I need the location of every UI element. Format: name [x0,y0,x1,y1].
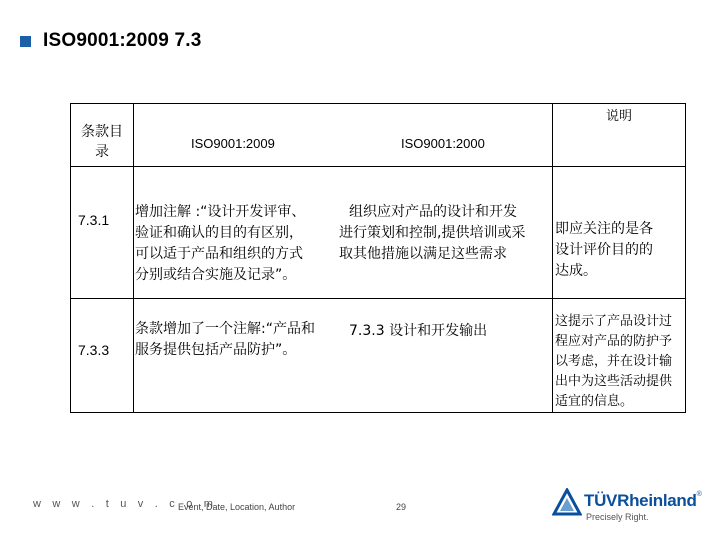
header-iso2000: ISO9001:2000 [401,136,485,151]
footer-page-number: 29 [396,502,407,512]
header-note: 说明 [606,109,633,124]
footer-website: w w w . t u v . c o m [33,498,218,510]
row-7-3-3-iso2009: 条款增加了一个注解:“产品和 服务提供包括产品防护”。 [135,321,315,358]
header-clause-catalog: 条款目 录 [81,124,123,160]
brand-name: TÜVRheinland® [584,491,702,510]
title-bullet-square-icon [20,36,31,47]
tuv-rheinland-logo [552,488,702,528]
row-7-3-1-clause: 7.3.1 [78,212,110,228]
row-7-3-1-iso2009: 增加注解 :“设计开发评审、 验证和确认的目的有区别， 可以适于产品和组织的方式 分别或结合实施及记录”。 [135,204,306,283]
row-7-3-3-note: 这提示了产品设计过 程应对产品的防护予 以考虑，并在设计输 出中为这些活动提供 适宜的信息。 [555,314,673,409]
footer-event-info: Event, Date, Location, Author [178,502,296,512]
row-7-3-1-note: 即应关注的是各 设计评价目的的 达成。 [555,221,653,279]
row-7-3-1-iso2000: 组织应对产品的设计和开发 进行策划和控制,提供培训或采 取其他措施以满足这些需求 [339,204,526,262]
comparison-table [70,103,686,413]
row-divider [71,298,685,299]
header-iso2009: ISO9001:2009 [191,136,275,151]
column-divider [133,104,134,412]
row-7-3-3-iso2000: 7.3.3 设计和开发输出 [349,323,488,339]
row-7-3-3-clause: 7.3.3 [78,342,110,358]
tuv-triangle-icon [552,488,582,518]
slide-title-row [20,30,201,52]
row-divider [71,166,685,167]
brand-slogan: Precisely Right. [586,512,649,522]
slide-title: ISO9001:2009 7.3 [43,30,202,51]
